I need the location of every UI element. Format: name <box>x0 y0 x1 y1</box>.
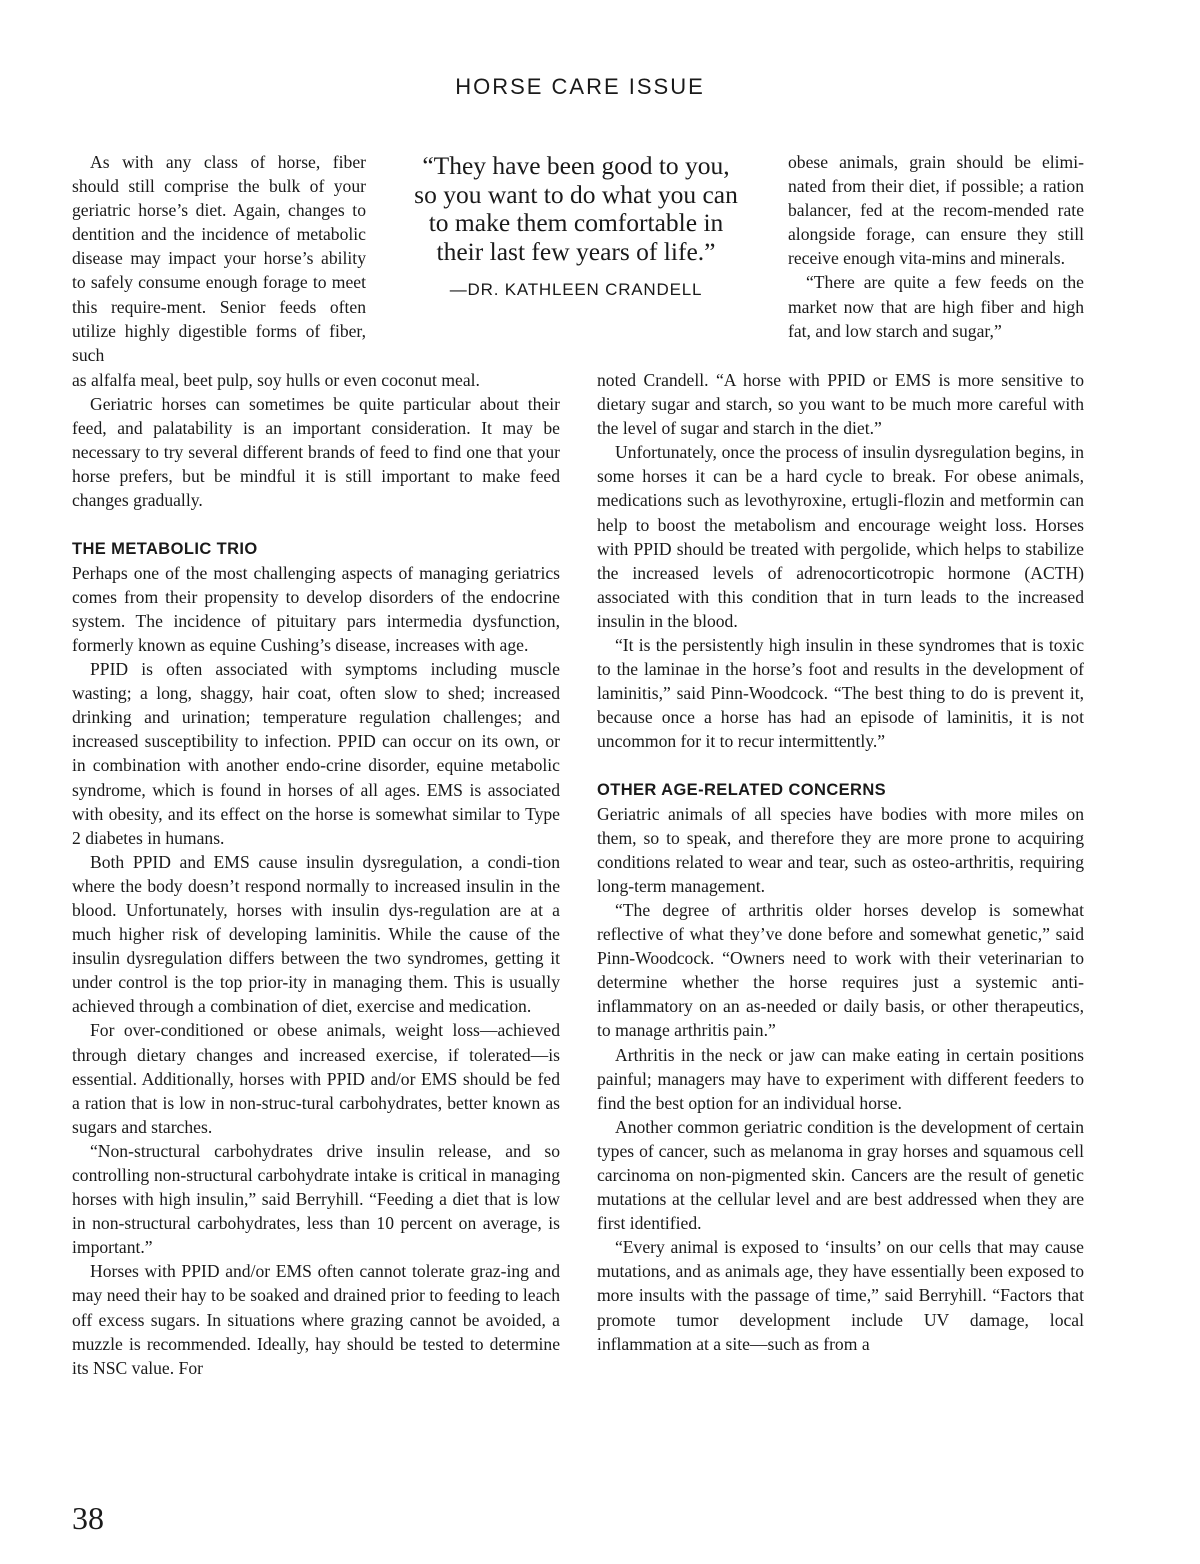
left-paragraph: “Non-structural carbohydrates drive insulin release, and so controlling non-structural carbohydrate intake is critical in managing horses with high insulin,” said Berryhill. “Feeding a diet that is low in non-structural carbohydrates, less than 10 percent on average, is important.” <box>72 1140 560 1258</box>
left-paragraph: For over-conditioned or obese animals, weight loss—achieved through dietary changes and increased exercise, if tolerated—is essential. Additionally, horses with PPID and/or EMS should be fed a ration that is low in non-struc-tural carbohydrates, better known as sugars and starches. <box>72 1020 560 1137</box>
right-paragraph: obese animals, grain should be elimi-nated from their diet, if possible; a ration balancer, fed at the recom-mended rate alongside forage, can ensure they still receive enough vita-mins and minerals. <box>788 152 1084 269</box>
right-paragraph: Another common geriatric condition is the development of certain types of cancer, such as melanoma in gray horses and squamous cell carcinoma on non-pigmented skin. Cancers are the result of genetic mutations at the cellular level and are best addressed when they are first identified. <box>597 1116 1084 1234</box>
right-column-top <box>788 150 1084 343</box>
left-column-top <box>72 150 366 367</box>
right-paragraph: Geriatric animals of all species have bodies with more miles on them, so to speak, and therefore they are more prone to acquiring conditions related to wear and tear, such as osteo-arthritis, requiring long-term management. <box>597 803 1084 896</box>
right-paragraph: Arthritis in the neck or jaw can make eating in certain positions painful; managers may have to experiment with different feeders to find the best option for an individual horse. <box>597 1044 1084 1113</box>
section-header: HORSE CARE ISSUE <box>455 74 705 99</box>
right-paragraph: “There are quite a few feeds on the market now that are high fiber and high fat, and low starch and sugar,” <box>788 272 1084 341</box>
section-heading-metabolic-trio: THE METABOLIC TRIO <box>72 539 258 558</box>
right-paragraph: “The degree of arthritis older horses develop is somewhat reflective of what they’ve done before and somewhat genetic,” said Pinn-Woodcock. “Owners need to work with their veterinarian to determine whether the horse requires just a systemic anti-inflammatory on an as-needed or daily basis, or other therapeutics, to manage arthritis pain.” <box>597 899 1084 1041</box>
pull-quote <box>412 152 740 300</box>
pull-quote-text: “They have been good to you, so you want to do what you can to make them comfortable in their last few years of life.” <box>414 151 738 266</box>
left-paragraph: Perhaps one of the most challenging aspects of managing geriatrics comes from their propensity to develop disorders of the endocrine system. The incidence of pituitary pars intermedia dysfunction, formerly known as equine Cushing’s disease, increases with age. <box>72 562 560 655</box>
right-paragraph: “It is the persistently high insulin in these syndromes that is toxic to the laminae in the horse’s foot and results in the development of laminitis,” said Pinn-Woodcock. “The best thing to do is prevent it, because once a horse has had an episode of laminitis, it is not uncommon for it to recur intermittently.” <box>597 635 1084 752</box>
right-paragraph-continued: noted Crandell. “A horse with PPID or EMS is more sensitive to dietary sugar and starch, so you want to be much more careful with the level of sugar and starch in the diet.” <box>597 370 1084 439</box>
right-paragraph: “Every animal is exposed to ‘insults’ on our cells that may cause mutations, and as animals age, they have essentially been exposed to more insults with the passage of time,” said Berryhill. “Factors that promote tumor development include UV damage, local inflammation at a site—such as from a <box>597 1237 1084 1354</box>
left-column-main <box>72 368 560 1380</box>
right-paragraph: Unfortunately, once the process of insulin dysregulation begins, in some horses it can be a hard cycle to break. For obese animals, medications such as levothyroxine, ertugli-flozin and metformin can help to boost the metabolism and encourage weight loss. Horses with PPID should be treated with pergolide, which helps to stabilize the increased levels of adrenocorticotropic hormone (ACTH) associated with this condition that in turn leads to the increased insulin in the blood. <box>597 442 1084 631</box>
section-heading-other-concerns: OTHER AGE-RELATED CONCERNS <box>597 780 887 799</box>
left-paragraph: Geriatric horses can sometimes be quite particular about their feed, and palatability is an important consideration. It may be necessary to try several different brands of feed to find one that your horse prefers, but be mindful it is still important to make feed changes gradually. <box>72 394 560 511</box>
pull-quote-attribution: —DR. KATHLEEN CRANDELL <box>449 280 703 299</box>
right-column-main <box>597 368 1084 1356</box>
left-paragraph: Both PPID and EMS cause insulin dysregulation, a condi-tion where the body doesn’t respond normally to increased insulin in the blood. Unfortunately, horses with insulin dys-regulation are at a much higher risk of developing laminitis. While the cause of the insulin dysregulation differs between the two syndromes, getting it under control is the top prior-ity in managing them. This is usually achieved through a combination of diet, exercise and medication. <box>72 851 560 1017</box>
left-intro-paragraph: As with any class of horse, fiber should still comprise the bulk of your geriatric horse’s diet. Again, changes to dentition and the incidence of metabolic disease may impact your horse’s ability to safely consume enough forage to meet this require-ment. Senior feeds often utilize highly digestible forms of fiber, such <box>72 152 366 365</box>
page-number: 38 <box>72 1500 104 1536</box>
left-paragraph: PPID is often associated with symptoms including muscle wasting; a long, shaggy, hair coat, often slow to shed; increased drinking and urination; temperature regulation challenges; and increased susceptibility to infection. PPID can occur on its own, or in combination with another endo-crine disorder, equine metabolic syndrome, which is found in horses of all ages. EMS is associated with obesity, and its effect on the horse is somewhat similar to Type 2 diabetes in humans. <box>72 659 560 848</box>
left-paragraph: Horses with PPID and/or EMS often cannot tolerate graz-ing and may need their hay to be soaked and drained prior to feeding to leach off excess sugars. In situations where grazing cannot be avoided, a muzzle is recommended. Ideally, hay should be tested to determine its NSC value. For <box>72 1261 560 1378</box>
left-intro-continued: as alfalfa meal, beet pulp, soy hulls or even coconut meal. <box>72 370 480 390</box>
